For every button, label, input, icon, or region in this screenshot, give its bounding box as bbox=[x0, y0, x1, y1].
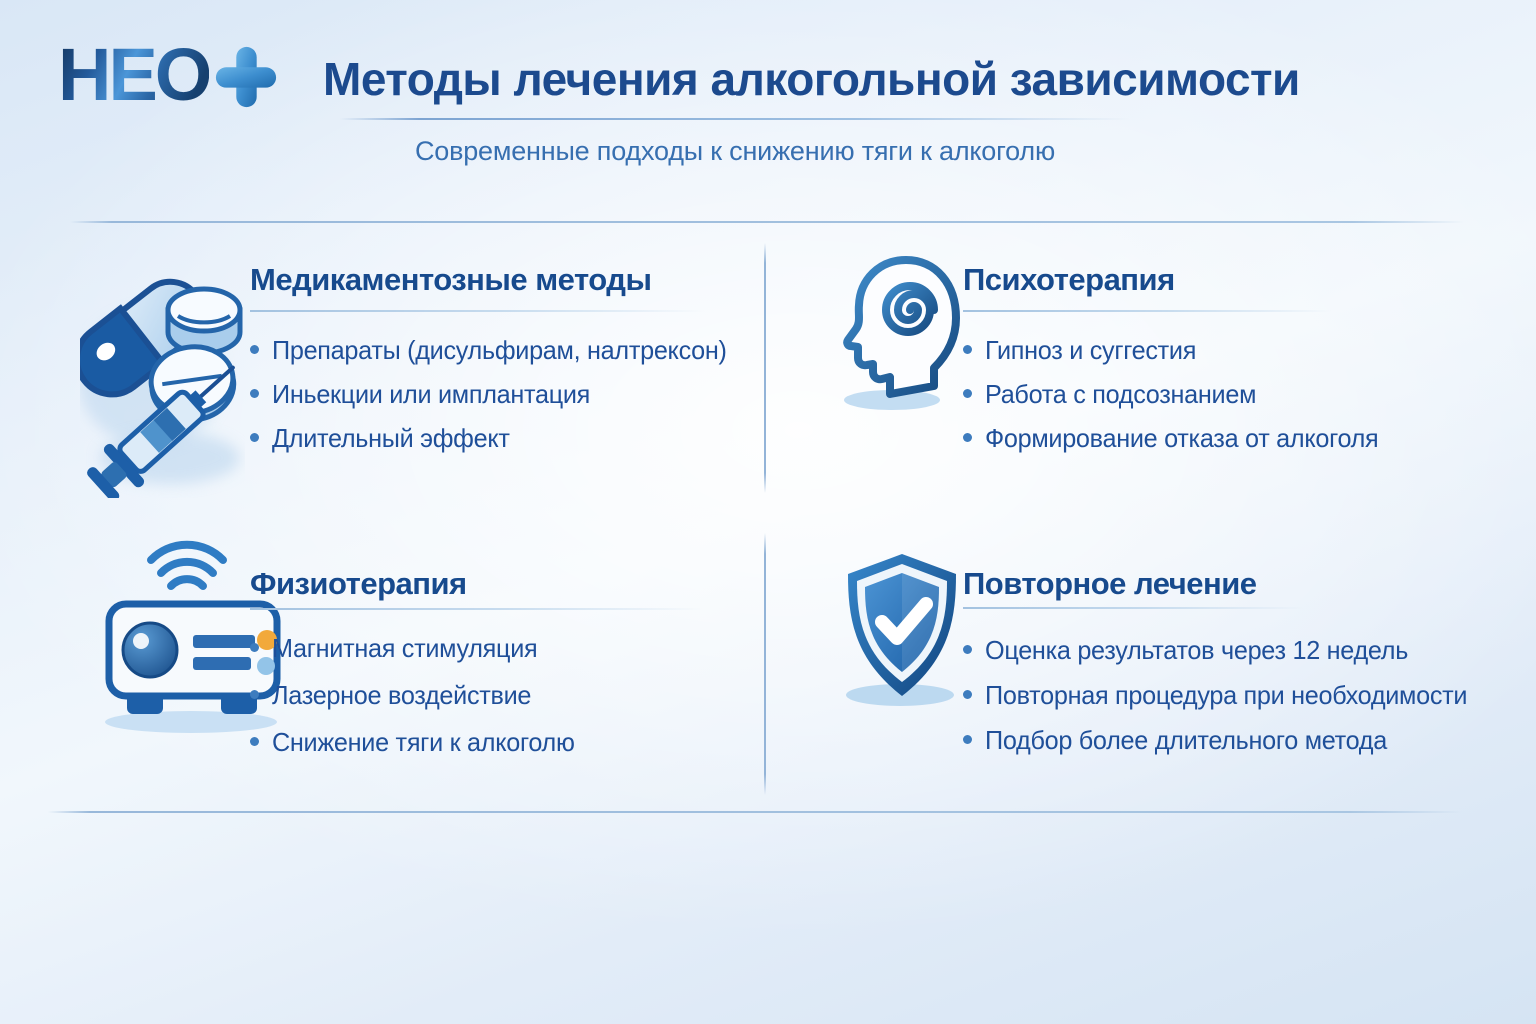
list-item-text: Снижение тяги к алкоголю bbox=[272, 727, 575, 757]
bullet-icon bbox=[250, 389, 259, 398]
bullet-icon bbox=[963, 690, 972, 699]
list-item-text: Лазерное воздействие bbox=[272, 680, 532, 710]
section-title-divider bbox=[250, 608, 702, 610]
bullet-icon bbox=[250, 433, 259, 442]
list-item-text: Гипноз и суггестия bbox=[985, 335, 1197, 365]
list-item bbox=[963, 724, 1399, 756]
list-item-text: Подбор более длительного метода bbox=[985, 725, 1387, 755]
bullet-icon bbox=[963, 345, 972, 354]
list-item bbox=[250, 679, 539, 711]
pills-syringe-icon bbox=[80, 248, 245, 498]
section-physiotherapy bbox=[95, 540, 764, 815]
vertical-divider-row2 bbox=[764, 533, 766, 795]
list-item-text: Повторная процедура при необходимости bbox=[985, 680, 1468, 710]
list-item-text: Работа с подсознанием bbox=[985, 379, 1257, 409]
list-item bbox=[250, 632, 546, 664]
list-item bbox=[963, 334, 1203, 366]
vertical-divider-row1 bbox=[764, 243, 766, 493]
list-item-text: Длительный эффект bbox=[272, 423, 510, 453]
bullet-icon bbox=[963, 389, 972, 398]
list-item-text: Препараты (дисульфирам, налтрексон) bbox=[272, 335, 727, 365]
subtitle-wrap bbox=[335, 136, 1135, 167]
head-spiral-icon bbox=[828, 250, 968, 415]
section-repeat-treatment bbox=[832, 548, 1488, 815]
bullet-icon bbox=[250, 737, 259, 746]
section-medication bbox=[80, 240, 764, 512]
list-item bbox=[250, 422, 517, 454]
section-psychotherapy bbox=[828, 240, 1488, 512]
list-item-text: Формирование отказа от алкоголя bbox=[985, 423, 1379, 453]
bullet-icon bbox=[250, 643, 259, 652]
section-title-divider bbox=[250, 310, 705, 312]
list-item bbox=[963, 679, 1482, 711]
page-title: Методы лечения алкогольной зависимости bbox=[323, 53, 1300, 105]
list-item-text: Магнитная стимуляция bbox=[272, 633, 538, 663]
logo-text: НЕО bbox=[58, 33, 210, 116]
list-item bbox=[250, 334, 741, 366]
neo-plus-logo bbox=[58, 33, 279, 116]
section-title: Медикаментозные методы bbox=[250, 262, 652, 297]
shield-check-icon bbox=[832, 548, 972, 708]
list-item bbox=[963, 378, 1265, 410]
bullet-icon bbox=[250, 345, 259, 354]
bullet-icon bbox=[963, 433, 972, 442]
list-item bbox=[250, 378, 600, 410]
section-title: Физиотерапия bbox=[250, 566, 467, 601]
plus-icon bbox=[213, 44, 279, 110]
section-title-divider bbox=[963, 607, 1303, 609]
title-divider bbox=[340, 118, 1130, 120]
list-item-text: Иньекции или имплантация bbox=[272, 379, 591, 409]
section-title-divider bbox=[963, 310, 1331, 312]
list-item bbox=[963, 634, 1421, 666]
section-title: Психотерапия bbox=[963, 262, 1175, 297]
bullet-icon bbox=[250, 690, 259, 699]
list-item-text: Оценка результатов через 12 недель bbox=[985, 635, 1409, 665]
list-item bbox=[250, 726, 584, 758]
page-subtitle: Современные подходы к снижению тяги к алкоголю bbox=[414, 136, 1056, 166]
top-divider bbox=[70, 221, 1464, 223]
bullet-icon bbox=[963, 645, 972, 654]
section-title: Повторное лечение bbox=[963, 566, 1257, 601]
list-item bbox=[963, 422, 1391, 454]
bullet-icon bbox=[963, 735, 972, 744]
